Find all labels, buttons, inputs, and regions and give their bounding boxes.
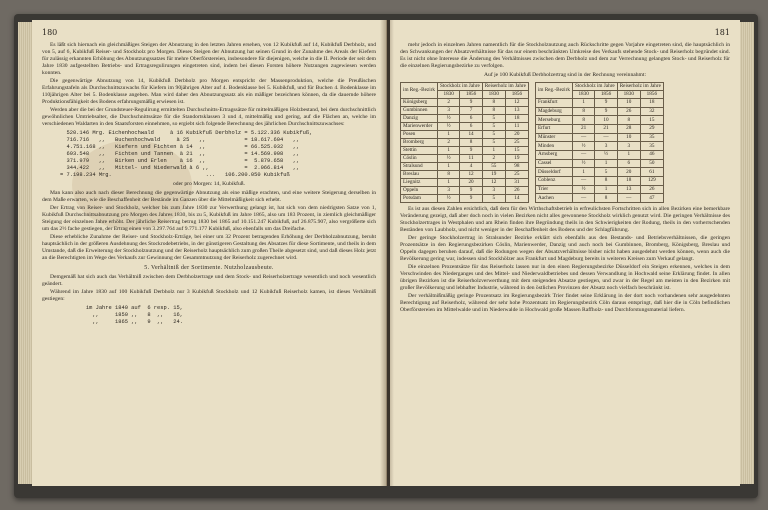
table-row bbox=[401, 123, 529, 131]
table-row bbox=[401, 139, 529, 147]
table-cell: 4 bbox=[460, 163, 482, 171]
table-cell: 5 bbox=[482, 139, 505, 147]
table-cell: 5 bbox=[482, 195, 505, 203]
table-cell: 98 bbox=[505, 163, 528, 171]
table-cell: — bbox=[595, 133, 617, 142]
table-row bbox=[401, 147, 529, 155]
table-cell: 19 bbox=[505, 155, 528, 163]
table-row bbox=[535, 116, 663, 125]
per-morgen-result: oder pro Morgen: 14, Kubikfuß. bbox=[173, 181, 245, 187]
table-cell: — bbox=[572, 150, 594, 159]
district-name: Breslau bbox=[401, 171, 438, 179]
year-header: 1830 bbox=[437, 91, 459, 99]
table-cell: ½ bbox=[437, 155, 459, 163]
district-name: Stettin bbox=[401, 147, 438, 155]
table-cell: 3 bbox=[437, 107, 459, 115]
left-page bbox=[32, 20, 387, 486]
table-cell: 47 bbox=[640, 194, 663, 203]
table-cell: 8 bbox=[572, 107, 594, 116]
table-cell: 21 bbox=[572, 124, 594, 133]
paragraph: Man kann also auch nach dieser Berechnung die gegenwärtige Abnutzung als eine mäßige erachten, und eine weitere Steigerung derselben in dem Maße erwarten, wie die Beschaffenheit der Bestände im Ganzen über die Mittelmäßigkeit sich erhebt. bbox=[42, 190, 376, 203]
table-row bbox=[535, 142, 663, 151]
table-cell: 1 bbox=[482, 147, 505, 155]
table-cell: 6 bbox=[460, 115, 482, 123]
district-name: Gumbinnen bbox=[401, 107, 438, 115]
table-row bbox=[401, 99, 529, 107]
table-cell: 5 bbox=[482, 115, 505, 123]
book bbox=[14, 14, 758, 498]
table-cell: 9 bbox=[460, 99, 482, 107]
table-row bbox=[401, 163, 529, 171]
column-header-district: im Reg.-Bezirk bbox=[535, 83, 572, 99]
ratio-table-left bbox=[400, 82, 529, 203]
column-header-reiserholz: Reiserholz im Jahre bbox=[482, 83, 528, 91]
table-cell: 50 bbox=[640, 159, 663, 168]
table-cell: 10 bbox=[617, 99, 640, 108]
year-header: 1856 bbox=[595, 91, 617, 99]
table-cell: 2 bbox=[437, 99, 459, 107]
year-header: 1856 bbox=[460, 91, 482, 99]
page-number-right: 181 bbox=[714, 28, 730, 37]
table-cell: 1 bbox=[437, 131, 459, 139]
district-name: Liegnitz bbox=[401, 179, 438, 187]
paragraph: Demgemäß hat sich auch das Verhältniß zwischen dem Derbholzertrage und dem Stock- und Reiserholzertrage wesentlich und noch wesentlich geändert. bbox=[42, 274, 376, 287]
table-cell: 25 bbox=[505, 171, 528, 179]
paragraph: Die einzelnen Prozentsätze für das Reiserholz lassen nur in den einen Regierungsbezirke Düsseldorf ein Steigen erkennen, welches in dem Verschwinden des Niederganges und des Mittel- und Niederwaldbetriebes und dessen Verwandlung in Hochwald seine Erklärung findet. In allen übrigen Bezirken ist die Reiserholzverwerthung mit dem steigenden Absatze gestiegen, und zwar in der Regel am meisten in den Bezirken mit großer Bevölkerung und lebhafter Industrie, während in den östlichen Provinzen der Absatz noch vielfach beschränkt ist. bbox=[400, 264, 730, 291]
paragraph: Es ist aus diesen Zahlen ersichtlich, daß dem für den Wirthschaftsbetrieb in erfreulichsten Fortschritten sich in allen Bezirken eine bemerkbare Veränderung gezeigt, daß aber doch noch in vielen Bezirken nicht alles gewonnene Stockholz wirklich genutzt wird. Die geringen Verhältnisse des Stockholzertrages in Westphalen und am Rhein finden ihre Begründung theils in den Schwierigkeiten der Rodung, theils in den vorherrschenden Beständen von Laubholz, und nicht weniger in der Beschaffenheit des Bodens und der Schlagführung. bbox=[400, 206, 730, 233]
district-name: Münster bbox=[535, 133, 572, 142]
paragraph: Der Ertrag von Reiser- und Stockholz, welcher bis zum Jahre 1830 zur Verwerthung gelangt ist, hat sich von dem niedrigsten Satze von 1, Kubikfuß Durchschnittsabnutzung pro Morgen des Jahres 1830, bis zu 5, Kubikfuß im Jahre 1865, also um 183 Prozent, in ziemlich gleichmäßiger Steigung der einzelnen Jahre erhöht. Der jährliche Reisertrag betrug 1830 bei 1865 auf 10.151.247 Kubikfuß, auf 26.875.907, also vergrößerte sich um das 2½ fache gestiegen, der Ertrag einen von 3.297.764 auf 9.771.177 Kubikfuß, also ebenfalls um das Dreifache. bbox=[42, 205, 376, 232]
table-cell: 1 bbox=[437, 163, 459, 171]
table-cell: 12 bbox=[482, 179, 505, 187]
table-row bbox=[401, 179, 529, 187]
table-cell: 9 bbox=[460, 195, 482, 203]
table-cell: 8 bbox=[595, 194, 617, 203]
table-cell: 26 bbox=[640, 185, 663, 194]
table-row bbox=[535, 159, 663, 168]
table-cell: 26 bbox=[617, 107, 640, 116]
district-name: Königsberg bbox=[401, 99, 438, 107]
table-cell: ½ bbox=[437, 115, 459, 123]
paragraph: Werden aber die bei der Grundsteuer-Regulirung ermittelten Durchschnitts-Ertragssätze für mittelmäßigen Holzbestand, bei dem durchschnittlich gewöhnlichen Umtriebsalter, die Durchschnittssätze für die Standortsklassen 3 und 4, mittelmäßig und gering, auf die Flächen an, welche im verschiedenen Waldarten in den Staatsforsten einnehmen, so ergiebt sich folgende Berechnung des jährlichen Durchschnittszuwachses: bbox=[42, 107, 376, 127]
table-cell: 8 bbox=[617, 116, 640, 125]
volume-calculation: 520.146 Mrg. Eichenhochwald à 16 Kubikfuß Derbholz = 5.122.336 Kubikfuß, 716.716 ,, Buchenhochwald à 25 ,, = 18.617.604 ,, 4.751.168 ,, Kiefern und Fichten à 14 ,, = 66.525.032 ,, 693.548 ,, Fichten und Tannen à 21 ,, = 14.569.908 ,, 371.979 ,, Birken und Erlen à 16 ,, = 5.879.658 ,, 344.422 ,, Mittel- und Niederwald à 6 ,, = 2.066.814 ,, = 7.198.234 Mrg. ... 106.200.050 Kubikfuß bbox=[60, 130, 313, 178]
paragraph: Die gegenwärtige Abnutzung von 14, Kubikfuß Derbholz pro Morgen entspricht der Massenproduktion, welche die Preußischen Erfahrungstafeln als Durchschnittszuwachs für Kiefern im 90jährigen Alter auf 4. Bodenklasse bei 5. Kubikfuß, und für Buchen 4. Bodenklasse im 110jährigen Alter bei 5. Bodenklasse angeben. Man wird daher den Abnutzungssatz als ein mäßiger bezeichnen können, da die dauernde höhere Produktionsfähigkeit des Bodens erfahrungsmäßig erwiesen ist. bbox=[42, 78, 376, 105]
table-row bbox=[401, 171, 529, 179]
table-cell: 1 bbox=[572, 99, 594, 108]
table-cell: 8 bbox=[460, 139, 482, 147]
table-row bbox=[401, 155, 529, 163]
book-gutter bbox=[380, 20, 394, 486]
table-cell: 21 bbox=[595, 124, 617, 133]
table-cell: ½ bbox=[595, 150, 617, 159]
table-cell: 9 bbox=[460, 187, 482, 195]
ratio-table-right bbox=[535, 82, 664, 203]
page-edges-left bbox=[18, 22, 32, 484]
district-name: Oppeln bbox=[401, 187, 438, 195]
table-cell: 55 bbox=[482, 163, 505, 171]
table-cell: 19 bbox=[482, 171, 505, 179]
table-row bbox=[535, 176, 663, 185]
table-cell: 15 bbox=[640, 116, 663, 125]
table-body bbox=[535, 99, 663, 203]
table-cell: 1 bbox=[617, 150, 640, 159]
section-heading: 5. Verhältniß der Sortimente. Nutzholzausbeute. bbox=[144, 265, 274, 271]
table-cell: 35 bbox=[640, 142, 663, 151]
table-cell: 3 bbox=[437, 187, 459, 195]
table-cell: 12 bbox=[505, 99, 528, 107]
ratio-list: im Jahre 1840 auf 6 resp. 15, ,, 1850 ,, 8 ,, 16, ,, 1865 ,, 9 ,, 24. bbox=[85, 305, 183, 325]
table-row bbox=[401, 107, 529, 115]
year-header: 1856 bbox=[640, 91, 663, 99]
table-cell: 129 bbox=[640, 176, 663, 185]
table-row bbox=[535, 107, 663, 116]
table-cell: 5 bbox=[595, 168, 617, 177]
table-row bbox=[535, 133, 663, 142]
table-cell: 13 bbox=[617, 185, 640, 194]
table-cell: 61 bbox=[640, 168, 663, 177]
column-header-district: im Reg.-Bezirk bbox=[401, 83, 438, 99]
district-name: Minden bbox=[535, 142, 572, 151]
table-body bbox=[401, 99, 529, 203]
table-cell: 15 bbox=[505, 147, 528, 155]
table-cell: 14 bbox=[460, 131, 482, 139]
table-cell: 13 bbox=[505, 107, 528, 115]
table-cell: 10 bbox=[617, 133, 640, 142]
table-cell: — bbox=[572, 176, 594, 185]
table-cell: — bbox=[572, 133, 594, 142]
year-header: 1856 bbox=[505, 91, 528, 99]
table-cell: 7 bbox=[460, 107, 482, 115]
table-cell: — bbox=[617, 194, 640, 203]
district-name: Aachen bbox=[535, 194, 572, 203]
district-name: Posen bbox=[401, 131, 438, 139]
district-name: Cassel bbox=[535, 159, 572, 168]
table-cell: 8 bbox=[437, 171, 459, 179]
table-cell: ½ bbox=[437, 195, 459, 203]
table-cell: 9 bbox=[595, 99, 617, 108]
table-cell: 12 bbox=[460, 171, 482, 179]
table-caption: Auf je 100 Kubikfuß Derbholzertrag sind in der Rechnung vereinnahmt: bbox=[483, 72, 647, 78]
table-cell: 11 bbox=[460, 155, 482, 163]
table-cell: 29 bbox=[640, 124, 663, 133]
district-name: Trier bbox=[535, 185, 572, 194]
year-header: 1830 bbox=[617, 91, 640, 99]
table-cell: 8 bbox=[482, 99, 505, 107]
district-name: Arnsberg bbox=[535, 150, 572, 159]
paragraph: Der verhältnißmäßig geringe Prozentsatz im Regierungsbezirk Trier findet seine Erklärung in der dort noch vorhandenen sehr ausgedehnten Berechtigung auf Reiserholz, während der sehr hohe Prozentsatz im Regierungsbezirk Cöln daraus entspringt, daß hier die in Cöln befindlichen Oberförstereien im Mittelwalde und im Niederwalde in Hochwald große Massen Raffholz- und Durchforstungsmaterial liefern. bbox=[400, 293, 730, 313]
table-row bbox=[535, 185, 663, 194]
district-name: Marienwerder bbox=[401, 123, 438, 131]
table-cell: 8 bbox=[572, 116, 594, 125]
table-cell: 25 bbox=[505, 139, 528, 147]
table-cell: 31 bbox=[505, 179, 528, 187]
column-header-stockholz: Stockholz im Jahre bbox=[572, 83, 617, 91]
district-name: Frankfurt bbox=[535, 99, 572, 108]
district-name: Bromberg bbox=[401, 139, 438, 147]
table-cell: 1 bbox=[572, 168, 594, 177]
table-cell: 3 bbox=[617, 142, 640, 151]
table-cell: 46 bbox=[640, 150, 663, 159]
district-name: Coblenz bbox=[535, 176, 572, 185]
district-name: Merseburg bbox=[535, 116, 572, 125]
table-row bbox=[401, 187, 529, 195]
table-cell: ½ bbox=[572, 185, 594, 194]
table-cell: 14 bbox=[505, 195, 528, 203]
column-header-reiserholz: Reiserholz im Jahre bbox=[617, 83, 663, 91]
table-cell: 18 bbox=[505, 115, 528, 123]
table-cell: 9 bbox=[595, 107, 617, 116]
table-cell: 3 bbox=[595, 142, 617, 151]
paragraph: Während im Jahre 1830 auf 100 Kubikfuß Derbholz nur 3 Kubikfuß Stockholz und 12 Kubikfuß Reiserholz kamen, ist dieses Verhältniß gestiegen: bbox=[42, 289, 376, 302]
table-cell: 5 bbox=[482, 123, 505, 131]
table-cell: 26 bbox=[505, 187, 528, 195]
paragraph: Es läßt sich hiernach ein gleichmäßiges Steigen der Abnutzung in den letzten Jahren ersehen, von 12 Kubikfuß auf 14, Kubikfuß Derbholz, und von 5, auf 6, Kubikfuß Reiser- und Stockholz pro Morgen. Dieses Steigen der Abnutzung hat seinen Grund in der Zunahme des Areals der Kiefern für zulässig erkannten Erhöhung des Abnutzungssatzes für mehre Oberförstereien, insbesondere für diejenigen, welche in die II. Periode der seit dem Jahre 1830 aufgestellten Betriebs- und Ertragsregulirungen eingetreten sind, indem bei diesen Forsten höhere Nutzungen zugewiesen werden konnten. bbox=[42, 42, 376, 76]
table-row bbox=[401, 195, 529, 203]
table-cell: 10 bbox=[595, 116, 617, 125]
table-row bbox=[535, 194, 663, 203]
district-name: Erfurt bbox=[535, 124, 572, 133]
table-cell: 1 bbox=[437, 147, 459, 155]
district-name: Potsdam bbox=[401, 195, 438, 203]
right-page-text bbox=[400, 42, 730, 315]
table-row bbox=[535, 168, 663, 177]
district-name: Cöslin bbox=[401, 155, 438, 163]
table-cell: 20 bbox=[460, 179, 482, 187]
table-cell: 20 bbox=[617, 168, 640, 177]
column-header-stockholz: Stockholz im Jahre bbox=[437, 83, 482, 91]
table-cell: 5 bbox=[482, 131, 505, 139]
paragraph: mehr jedoch in einzelnen Jahren namentlich für die Stockholznutzung auch Rückschritte gegen Vorjahre eingetreten sind, die hauptsächlich in den Schwankungen der Absatzverhältnisse für das nur einem beschränkten Umkreise des Verkaufs stehende Stock- und Reiserholz begründet sind. Es ist nicht ohne Interesse die Änderung des Verhältnisses zwischen dem Derbholz und dem zur Verrechnung gelangten Stock- und Reiserholz für die einzelnen Regierungsbezirke zu verfolgen. bbox=[400, 42, 730, 69]
right-page bbox=[390, 20, 740, 486]
table-cell: 6 bbox=[617, 159, 640, 168]
table-cell: 8 bbox=[595, 176, 617, 185]
page-number-left: 180 bbox=[42, 28, 58, 37]
district-name: Magdeburg bbox=[535, 107, 572, 116]
year-header: 1830 bbox=[482, 91, 505, 99]
table-row bbox=[535, 150, 663, 159]
table-cell: 1 bbox=[595, 159, 617, 168]
table-cell: 18 bbox=[640, 99, 663, 108]
table-cell: 9 bbox=[460, 147, 482, 155]
table-cell: 1 bbox=[437, 179, 459, 187]
table-cell: 1 bbox=[595, 185, 617, 194]
district-name: Danzig bbox=[401, 115, 438, 123]
table-cell: 20 bbox=[505, 131, 528, 139]
table-row bbox=[535, 124, 663, 133]
table-row bbox=[535, 99, 663, 108]
table-cell: 6 bbox=[460, 123, 482, 131]
table-cell: 18 bbox=[617, 176, 640, 185]
district-name: Düsseldorf bbox=[535, 168, 572, 177]
table-cell: ½ bbox=[572, 159, 594, 168]
year-header: 1830 bbox=[572, 91, 594, 99]
paragraph: Der geringe Stockholzertrag in Stralsunder Bezirke erklärt sich ebenfalls aus den Bestands- und Betriebsverhältnissen, die geringen Prozentsätze in den Regierungsbezirken Cöslin, Marienwerder, Danzig und auch noch bei Gumbinnen, Bromberg, Königsberg, Breslau und Oppeln dagegen beruhen darauf, daß die Rodungen wegen der Absatzverhältnisse bisher nicht haben ausgedehnt werden können, wenn auch die Bevölkerung gering war, indessen sind Stockhölzer aus Frankfurt und Magdeburg bereits in weiteren Kreisen zum Verkauf gelangt. bbox=[400, 235, 730, 262]
table-cell: — bbox=[572, 194, 594, 203]
left-page-text bbox=[42, 42, 376, 328]
table-cell: 35 bbox=[640, 133, 663, 142]
table-row bbox=[401, 115, 529, 123]
district-name: Stralsund bbox=[401, 163, 438, 171]
table-cell: ½ bbox=[572, 142, 594, 151]
table-cell: 2 bbox=[482, 155, 505, 163]
table-cell: 3 bbox=[482, 187, 505, 195]
table-cell: 8 bbox=[482, 107, 505, 115]
table-cell: ½ bbox=[437, 123, 459, 131]
table-cell: 28 bbox=[617, 124, 640, 133]
table-cell: 2 bbox=[437, 139, 459, 147]
ratio-tables bbox=[400, 82, 730, 203]
table-cell: 11 bbox=[505, 123, 528, 131]
table-row bbox=[401, 131, 529, 139]
table-cell: 32 bbox=[640, 107, 663, 116]
page-edges-right bbox=[740, 22, 754, 484]
paragraph: Diese erhebliche Zunahme der Reiser- und Stockholz-Erträge, bei einer um 32 Prozent betragenden Erhöhung der Derbholzabnutzung, beruht hauptsächlich in der größeren Ausdehnung des Stockrodebetriebs, in der günstigeren Gestaltung des Absatzes für diese Sortimente, und theils in dem Umstande, daß die Erweiterung der Stockholznutzung und der Reiserholz hauptsächlich zum großen Theile abgesetzt sind, und daß dieses Holz jetzt an die Berechtigten im Wege des Verkaufs zur Gewinnung der Gesammtnutzung der Reiserholz zugerechnet wird. bbox=[42, 234, 376, 261]
